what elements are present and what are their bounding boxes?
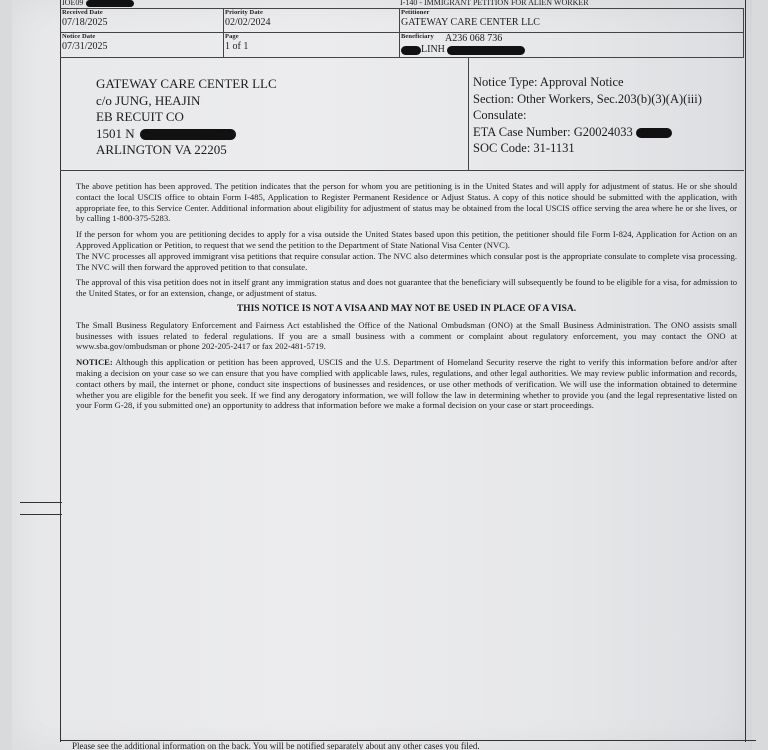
received-date-value: 07/18/2025	[62, 17, 108, 28]
form-title-fragment: I-140 - IMMIGRANT PETITION FOR ALIEN WORKER	[400, 0, 589, 7]
margin-line	[20, 514, 62, 515]
petitioner-cell	[399, 8, 744, 33]
address-divider	[468, 58, 469, 170]
soc-code: SOC Code: 31-1131	[473, 141, 575, 155]
received-date-cell	[60, 8, 224, 33]
address-line-3: EB RECUIT CO	[96, 109, 184, 124]
priority-date-value: 02/02/2024	[225, 17, 271, 28]
redaction-bar	[140, 129, 236, 140]
paragraph-verification	[76, 357, 737, 411]
eta-case-number-row	[473, 124, 702, 141]
priority-date-cell	[223, 8, 400, 33]
page-label: Page	[225, 33, 239, 40]
notice-details	[473, 74, 702, 157]
paragraph-visa-abroad: If the person for whom you are petitioning decides to apply for a visa outside the United States based upon this petition, the petitioner should file Form I-824, Application for Action on an Approved Application or Petition, to request that we send the petition to the Department of State National Visa Center (NVC).	[76, 229, 737, 250]
petitioner-label: Petitioner	[401, 9, 430, 16]
mailing-address	[96, 76, 277, 159]
notice-date-cell	[60, 32, 224, 58]
street-number: 1501 N	[96, 125, 135, 141]
address-line-5: ARLINGTON VA 22205	[96, 142, 227, 157]
beneficiary-cell	[399, 32, 744, 58]
address-section	[60, 58, 744, 171]
paragraph-ombudsman: The Small Business Regulatory Enforcement and Fairness Act established the Office of the National Ombudsman (ONO) at the Small Business Administration. The ONO assists small businesses with issues related to federal regulations. If you are a small business with a comment or complaint about regulatory enforcement, you may contact the ONO at www.sba.gov/ombudsman or phone 202-205-2417 or fax 202-481-5719.	[76, 319, 737, 352]
address-line-4	[96, 126, 277, 143]
page-cell	[223, 32, 400, 58]
beneficiary-label: Beneficiary	[401, 33, 434, 40]
consulate: Consulate:	[473, 108, 527, 122]
notice-type: Notice Type: Approval Notice	[473, 75, 624, 89]
verification-text: Although this application or petition has been approved, USCIS and the U.S. Department of Homeland Security reserve the right to verify this information before and/or after making a decision on your case so we can ensure that you have complied with applicable laws, rules, regulations, and other legal authorities. We may review public information and records, contact others by mail, the internet or phone, conduct site inspections of businesses and residences, or use other methods of verification. We will use the information obtained to determine whether you are eligible for the benefit you seek. If we find any derogatory information, we will follow the law in determining whether to provide you (and the legal representative listed on your Form G-28, if you submitted one) an opportunity to address that information before we make a formal decision on your case or start proceedings.	[76, 357, 737, 411]
margin-marks	[20, 502, 62, 526]
eta-case-number: ETA Case Number: G20024033	[473, 124, 633, 139]
petitioner-value: GATEWAY CARE CENTER LLC	[401, 17, 540, 28]
redaction-bar	[447, 46, 525, 55]
page-value: 1 of 1	[225, 41, 249, 52]
top-left-fragment: IOE09	[62, 0, 84, 7]
redaction-bar	[401, 46, 421, 55]
footer-note: Please see the additional information on the back. You will be notified separately about any other cases you filed.	[60, 740, 756, 750]
address-line-2: c/o JUNG, HEAJIN	[96, 92, 201, 108]
notice-date-label: Notice Date	[62, 33, 96, 40]
margin-line	[20, 502, 62, 503]
redaction-bar	[636, 128, 672, 138]
priority-date-label: Priority Date	[225, 9, 263, 16]
beneficiary-name: LINH	[421, 44, 445, 55]
notice-body	[76, 181, 737, 416]
paragraph-no-status: The approval of this visa petition does not in itself grant any immigration status and does not guarantee that the beneficiary will subsequently be found to be eligible for a visa, for admission to the United States, or for an extension, change, or adjustment of status.	[76, 277, 737, 299]
case-header-grid	[60, 8, 744, 58]
address-line-1: GATEWAY CARE CENTER LLC	[96, 76, 277, 91]
section-code: Section: Other Workers, Sec.203(b)(3)(A)(iii)	[473, 91, 702, 106]
beneficiary-a-number: A236 068 736	[445, 33, 503, 44]
redaction-bar	[86, 0, 134, 7]
paragraph-adjustment: The above petition has been approved. The petition indicates that the person for whom you are petitioning is in the United States and will apply for adjustment of status. He or she should contact the local USCIS office to obtain Form I-485, Application to Register Permanent Residence or Adjust Status. A copy of this notice should be submitted with the application, with appropriate fee, to this Service Center. Additional information about eligibility for adjustment of status may be obtained from the local USCIS office serving the area where he or she lives, or by calling 1-800-375-5283.	[76, 181, 737, 224]
not-a-visa-warning: THIS NOTICE IS NOT A VISA AND MAY NOT BE USED IN PLACE OF A VISA.	[236, 303, 577, 314]
notice-date-value: 07/31/2025	[62, 41, 108, 52]
notice-label: NOTICE:	[76, 357, 113, 368]
paragraph-nvc: The NVC processes all approved immigrant visa petitions that require consular action. The NVC also determines which consular post is the appropriate consulate to complete visa processing. The NVC will then forward the approved petition to that consulate.	[76, 250, 737, 272]
received-date-label: Received Date	[62, 9, 103, 16]
